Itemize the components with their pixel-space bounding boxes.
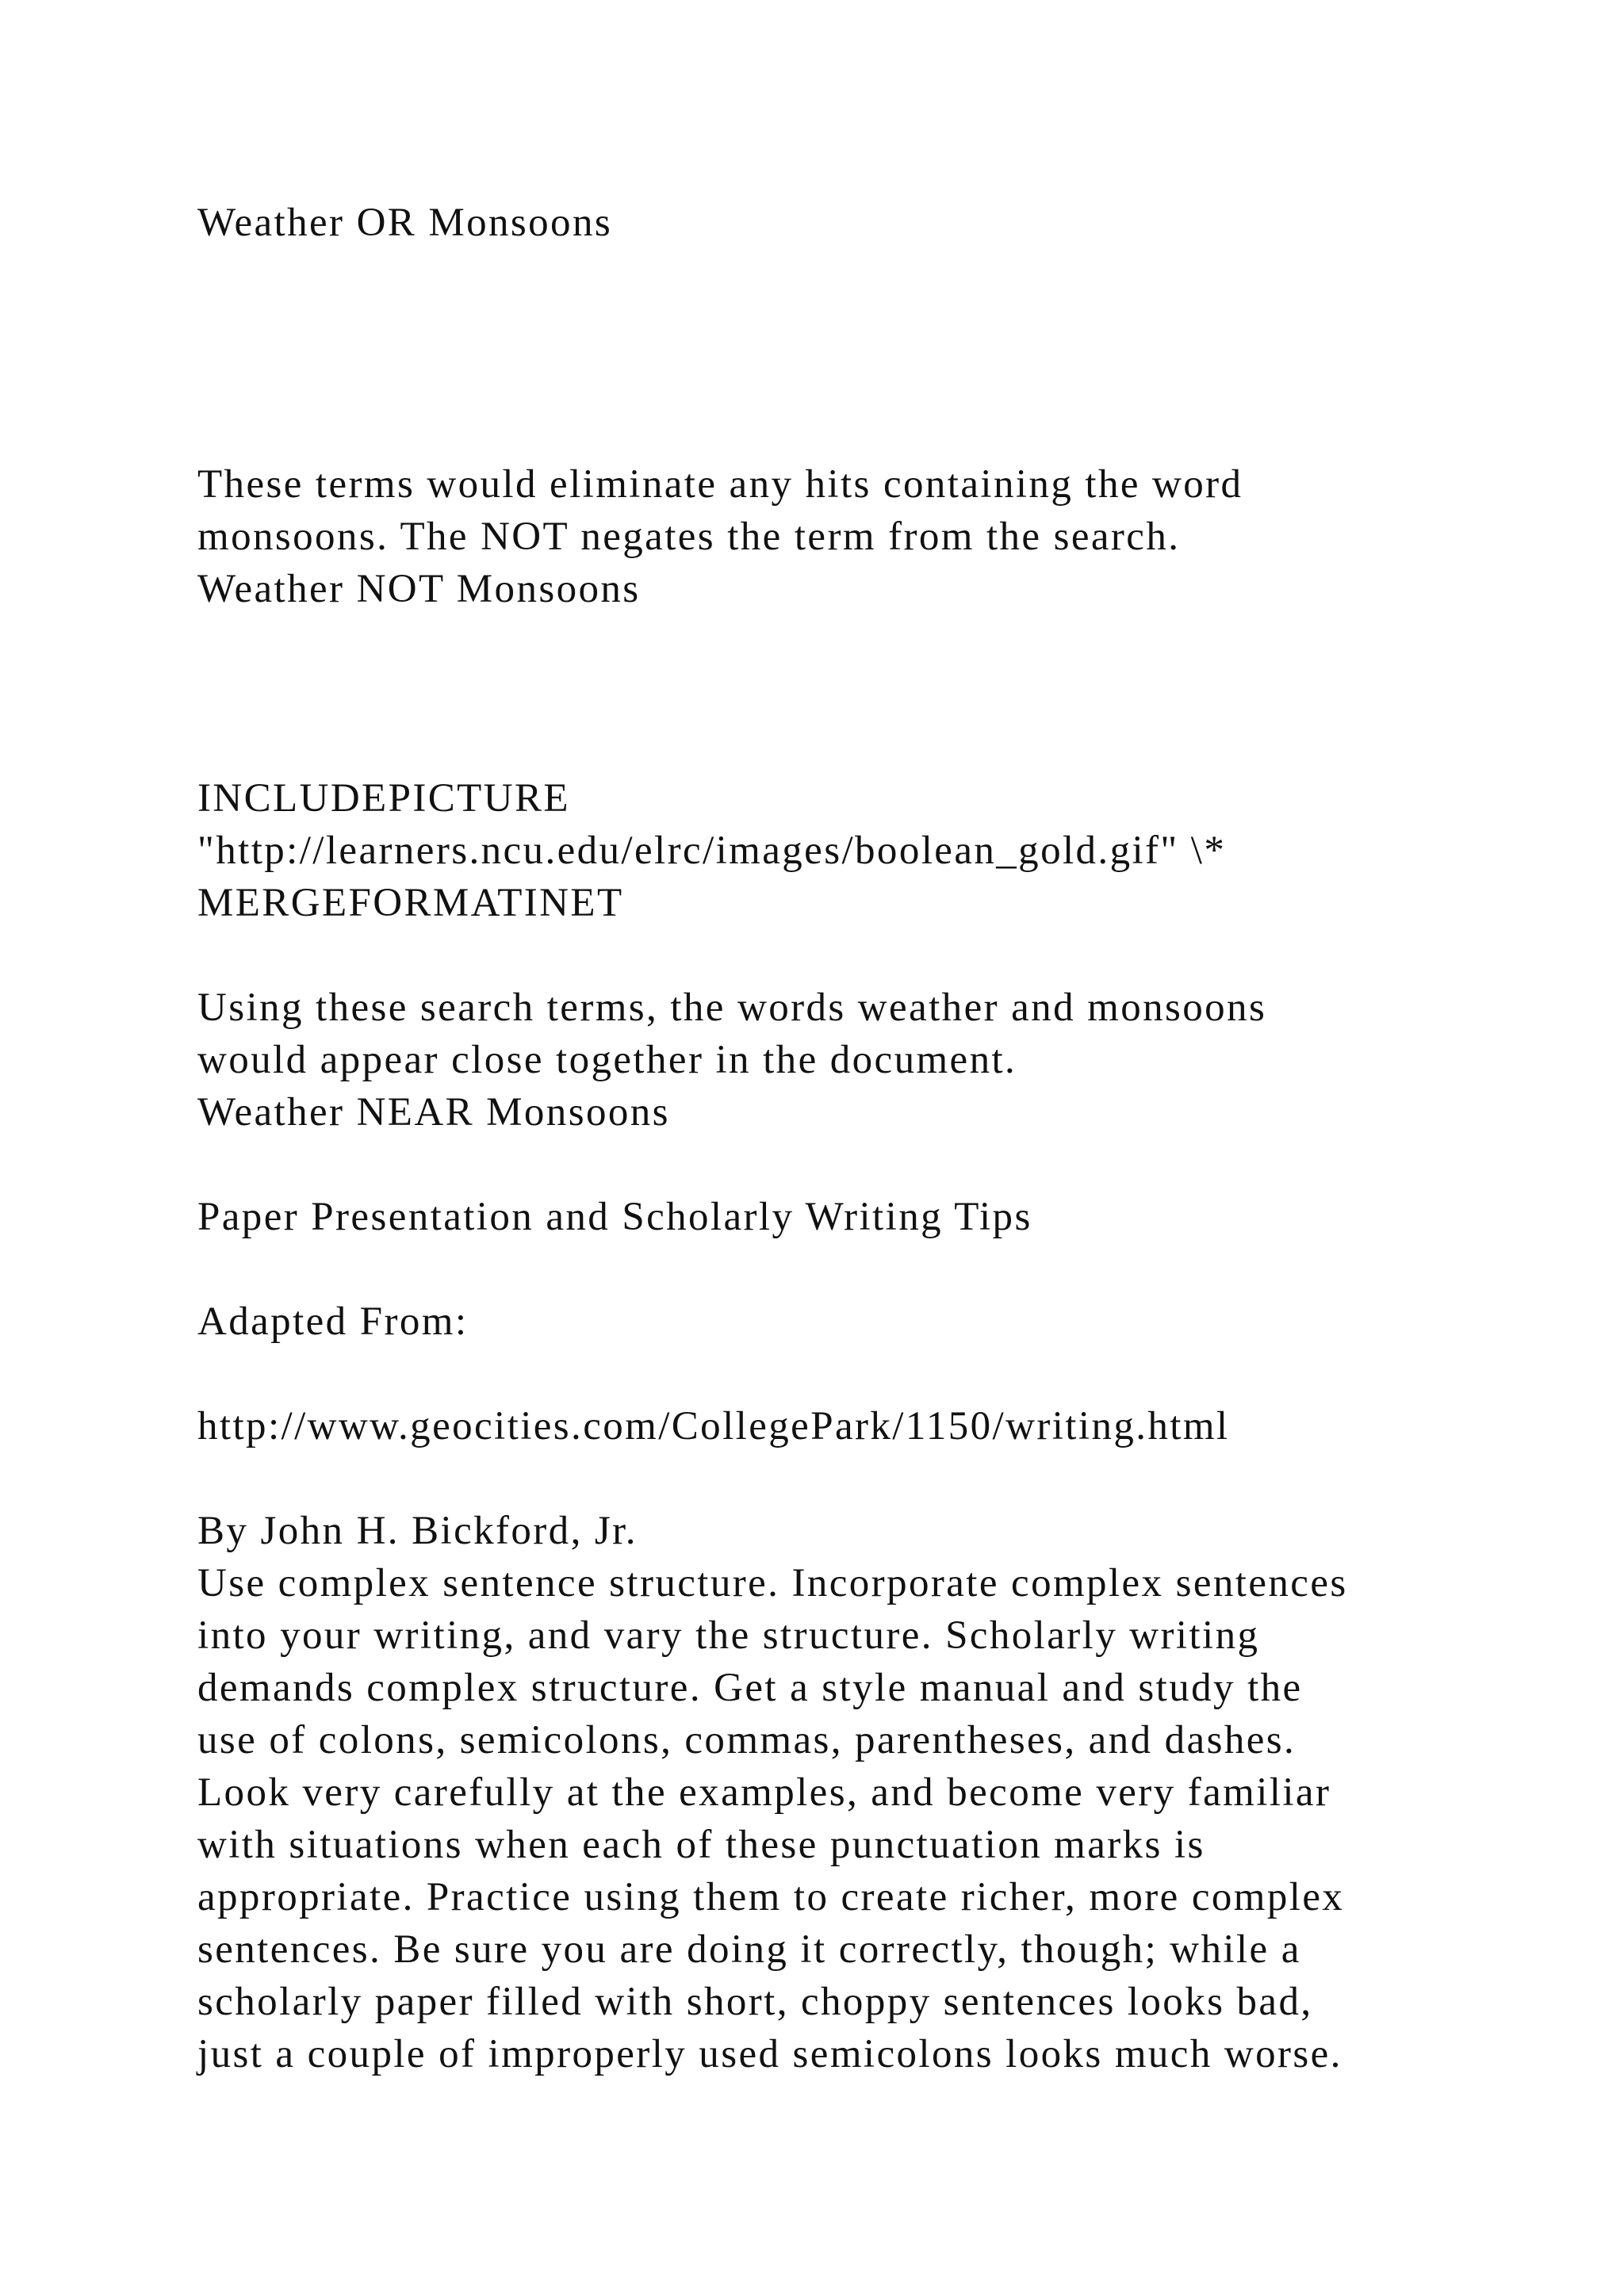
section-heading: Paper Presentation and Scholarly Writing Tips xyxy=(197,1195,1032,1239)
text-line: appropriate. Practice using them to create richer, more complex xyxy=(197,1875,1345,1919)
text-line: INCLUDEPICTURE xyxy=(197,776,570,821)
text-line: use of colons, semicolons, commas, parentheses, and dashes. xyxy=(197,1718,1297,1762)
text-line: sentences. Be sure you are doing it correctly, though; while a xyxy=(197,1927,1301,1972)
text-line: into your writing, and vary the structure. Scholarly writing xyxy=(197,1613,1260,1658)
text-line: Using these search terms, the words weather and monsoons xyxy=(197,985,1267,1030)
text-line: would appear close together in the document. xyxy=(197,1038,1017,1082)
text-line: Adapted From: xyxy=(197,1299,469,1344)
text-line: demands complex structure. Get a style manual and study the xyxy=(197,1666,1303,1710)
text-line: Weather OR Monsoons xyxy=(197,201,613,245)
text-line: Weather NOT Monsoons xyxy=(197,567,641,611)
text-line: monsoons. The NOT negates the term from the search. xyxy=(197,515,1181,559)
text-line: scholarly paper filled with short, choppy sentences looks bad, xyxy=(197,1980,1313,2024)
text-line: Look very carefully at the examples, and become very familiar xyxy=(197,1770,1331,1815)
author-line: By John H. Bickford, Jr. xyxy=(197,1509,638,1553)
text-line: "http://learners.ncu.edu/elrc/images/boolean_gold.gif" \* xyxy=(197,828,1227,873)
text-line: These terms would eliminate any hits containing the word xyxy=(197,462,1243,507)
text-line: MERGEFORMATINET xyxy=(197,881,624,925)
text-line: just a couple of improperly used semicolons looks much worse. xyxy=(197,2032,1342,2076)
source-url: http://www.geocities.com/CollegePark/1150/writing.html xyxy=(197,1404,1230,1448)
text-line: with situations when each of these punctuation marks is xyxy=(197,1823,1205,1867)
text-line: Weather NEAR Monsoons xyxy=(197,1090,670,1135)
text-line: Use complex sentence structure. Incorporate complex sentences xyxy=(197,1561,1348,1605)
